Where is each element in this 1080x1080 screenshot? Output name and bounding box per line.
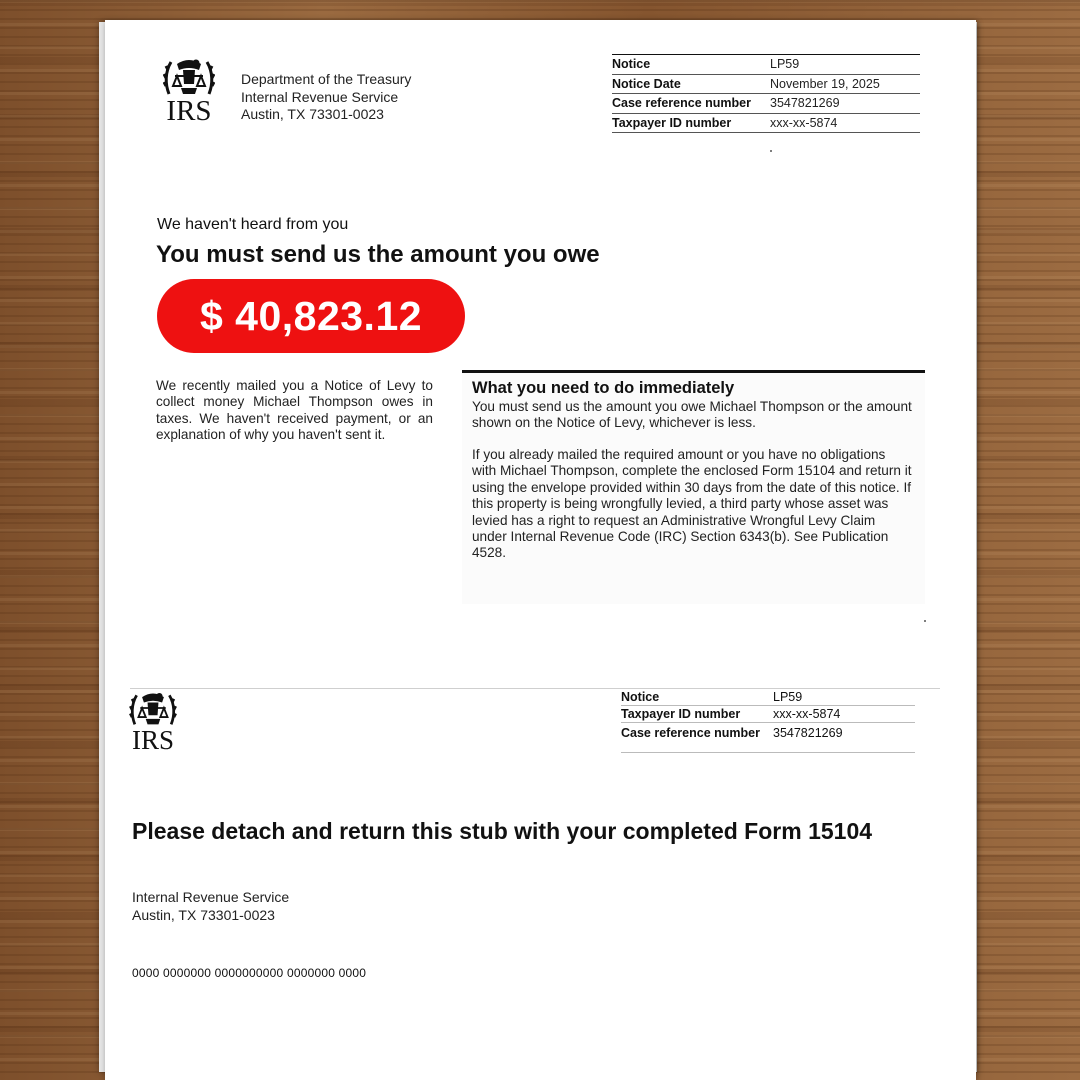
info-label: Taxpayer ID number [612,115,732,130]
info-value: LP59 [770,57,800,72]
irs-eagle-icon [163,54,215,98]
info-value: 3547821269 [773,725,843,740]
stub-address-line: Internal Revenue Service [132,889,290,905]
stub-address [132,888,289,924]
info-value: November 19, 2025 [770,76,880,91]
agency-line: Internal Revenue Service [241,88,399,105]
info-label: Case reference number [612,96,751,111]
stub-address-line: Austin, TX 73301-0023 [132,907,275,923]
agency-line: Department of the Treasury [241,71,412,87]
notice-info-row [612,94,920,114]
stub-info-table [621,689,915,753]
notice-info-row [612,114,920,134]
print-dot [924,620,926,622]
page-title: You must send us the amount you owe [156,241,600,268]
notice-info-table [612,54,920,133]
agency-address [241,71,411,124]
action-heading: What you need to do immediately [472,379,735,397]
irs-logo [163,54,215,127]
info-value: xxx-xx-5874 [770,115,838,130]
agency-line: Austin, TX 73301-0023 [241,106,384,122]
info-label: Notice [621,690,660,704]
stub-info-row [621,706,915,723]
stub-heading: Please detach and return this stub with your completed Form 15104 [132,818,873,844]
stub-info-row [621,689,915,706]
info-label: Case reference number [621,725,760,740]
stub-table-rule [621,752,915,753]
irs-logo-text: IRS [166,95,212,127]
amount-due-badge: $ 40,823.12 [157,279,465,353]
notice-info-row [612,75,920,95]
action-paragraph: You must send us the amount you owe Michael Thompson or the amount shown on the Notice of Levy, whichever is less. [472,399,912,431]
notice-info-row [612,55,920,75]
print-dot [770,150,772,152]
info-label: Notice Date [612,76,681,91]
subheading: We haven't heard from you [157,216,349,233]
irs-logo-text: IRS [131,725,175,755]
info-value: xxx-xx-5874 [773,707,841,721]
info-label: Notice [612,57,651,72]
levy-explanation: We recently mailed you a Notice of Levy to collect money Michael Thompson owes in taxes. We haven't received payment, or an explanation of why you haven't sent it. [156,378,433,442]
stub-info-row [621,723,915,742]
irs-eagle-icon [129,688,177,728]
stub-irs-logo [129,688,177,755]
section-divider [462,370,925,373]
action-paragraph: If you already mailed the required amount or you have no obligations with Michael Thompson, complete the enclosed Form 15104 and return it using the envelope provided within 30 days from the date of this notice. If this property is being wrongfully levied, a third party whose asset was levied has a right to request an Administrative Wrongful Levy Claim under Internal Revenue Code (IRC) Section 6343(b). See Publication 4528. [472,447,912,561]
info-value: 3547821269 [770,96,840,111]
scan-line: 0000 0000000 0000000000 0000000 0000 [132,966,367,980]
info-value: LP59 [773,690,803,704]
irs-notice-document [105,20,976,1080]
info-label: Taxpayer ID number [621,707,741,721]
